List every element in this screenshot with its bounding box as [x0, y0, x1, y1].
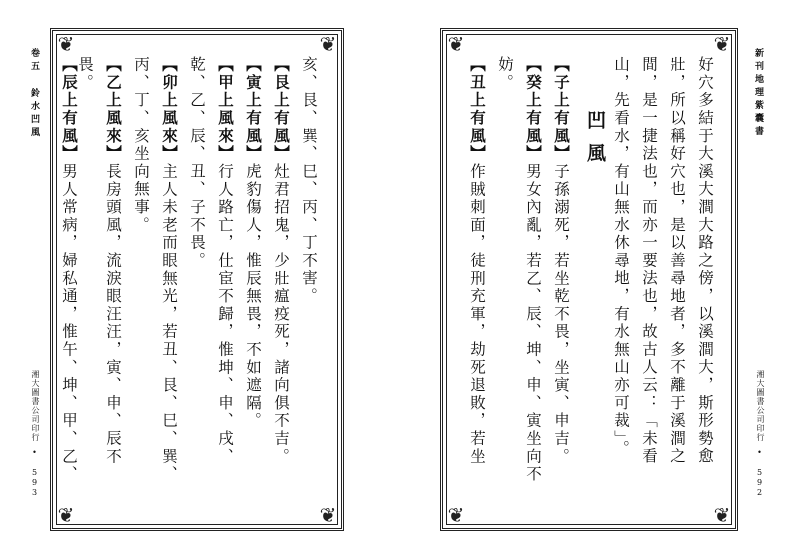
column-text: 亥、艮、巽、巳、丙、丁不害。: [300, 56, 318, 306]
column-heading: 【癸上有風】: [524, 56, 543, 163]
left-publisher-footer: 湘大圖書公司印行: [31, 370, 40, 442]
right-text-column-5: [552, 56, 570, 465]
column-text: 丙、丁、亥坐向無事。: [132, 56, 150, 234]
corner-ornament-icon: ❦: [319, 503, 337, 527]
column-text: 子孫溺死，若坐乾不畏，坐寅、申吉。: [552, 162, 570, 466]
left-text-column-8: [104, 56, 122, 465]
left-text-column-1: [300, 56, 318, 305]
corner-ornament-icon: ❦: [57, 32, 75, 56]
corner-ornament-icon: ❦: [57, 503, 75, 527]
column-heading: 【艮上有風】: [272, 56, 291, 163]
column-text: 間，是一捷法也，而亦一要法也，故古人云：「未看: [640, 56, 658, 466]
column-heading: 【寅上有風】: [244, 56, 263, 163]
column-heading: 【卯上風來】: [160, 56, 179, 163]
column-text: 畏。: [76, 56, 94, 92]
column-text: 行人路亡，仕宦不歸，惟坤、申、戌、: [216, 162, 234, 466]
column-text: 好穴多結于大溪大澗大路之傍，以溪澗大，斯形勢愈: [696, 56, 714, 466]
left-text-column-2: [272, 56, 290, 465]
left-page-number: • 593: [30, 448, 39, 498]
right-text-column-2: [668, 56, 686, 465]
left-text-column-5: [188, 56, 206, 270]
left-text-column-3: [244, 56, 262, 430]
column-text: 虎豹傷人，惟辰無畏，不如遮隔。: [244, 162, 262, 430]
right-text-column-3: [640, 56, 658, 465]
column-heading: 【甲上風來】: [216, 56, 235, 163]
column-text: 男女內亂，若乙、辰、坤、申、寅坐向不: [524, 162, 542, 484]
column-text: 壯，所以稱好穴也，是以善尋地者，多不離于溪澗之: [668, 56, 686, 466]
left-text-column-10: [60, 56, 78, 483]
column-text: 山，先看水，有山無水休尋地，有水無山亦可裁」。: [612, 56, 630, 458]
column-text: 作賊刺面，徒刑充軍，劫死退敗，若坐: [468, 162, 486, 466]
corner-ornament-icon: ❦: [447, 32, 465, 56]
left-text-column-7: [132, 56, 150, 234]
corner-ornament-icon: ❦: [713, 503, 731, 527]
right-text-column-7: [496, 56, 514, 92]
right-running-header: 新刊地理紫囊書: [753, 48, 763, 139]
column-heading: 【子上有風】: [552, 56, 571, 163]
left-running-header: 卷五 鈴水凹風: [29, 48, 39, 140]
column-text: 妨。: [496, 56, 514, 92]
column-heading: 【丑上有風】: [468, 56, 487, 163]
corner-ornament-icon: ❦: [447, 503, 465, 527]
column-text: 主人未老而眼無光，若丑、艮、巳、巽、: [160, 162, 178, 484]
right-text-column-4: [612, 56, 630, 458]
column-heading: 【乙上風來】: [104, 56, 123, 163]
column-text: 灶君招鬼，少壯瘟疫死，諸向俱不吉。: [272, 162, 290, 466]
column-text: 長房頭風，流淚眼汪汪，寅、申、辰不: [104, 162, 122, 466]
column-text: 男人常病，婦私通，惟午、坤、甲、乙、: [60, 162, 78, 484]
right-text-column-1: [696, 56, 714, 465]
right-publisher-footer: 湘大圖書公司印行: [756, 370, 765, 442]
left-text-column-6: [160, 56, 178, 483]
left-text-column-4: [216, 56, 234, 465]
column-heading: 【辰上有風】: [60, 56, 79, 163]
right-text-column-6: [524, 56, 542, 483]
right-text-column-8: [468, 56, 486, 465]
column-text: 乾、乙、辰、丑、子不畏。: [188, 56, 206, 270]
right-page-number: • 592: [755, 448, 764, 498]
corner-ornament-icon: ❦: [319, 32, 337, 56]
corner-ornament-icon: ❦: [713, 32, 731, 56]
section-title: 凹風: [584, 110, 606, 176]
